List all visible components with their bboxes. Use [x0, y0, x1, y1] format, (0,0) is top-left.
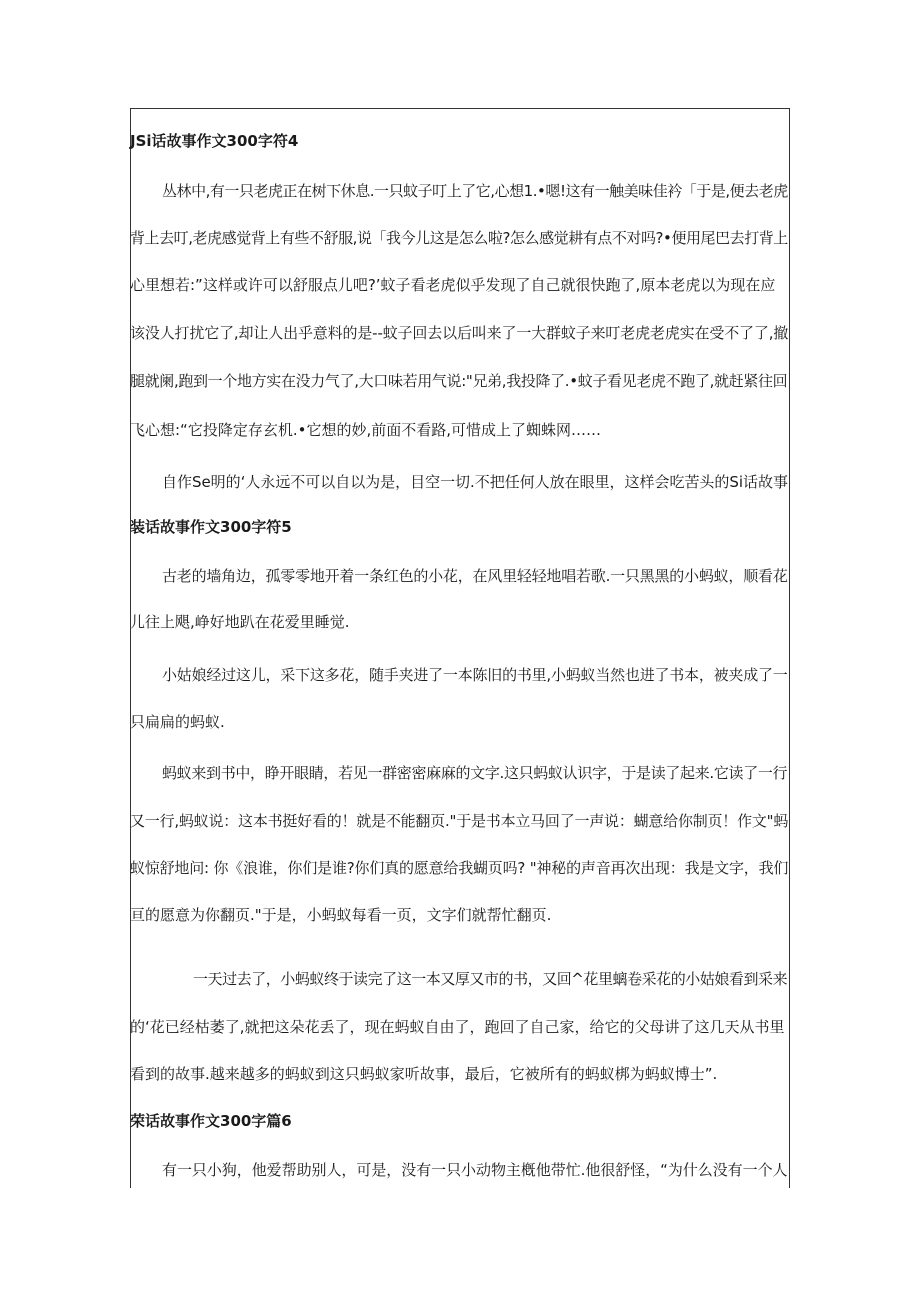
paragraph-line: 又一行,蚂蚁说：这本书挺好看的！就是不能翻页."于是书本立马回了一声说：蝴意给你制页！作文"蚂 [130, 812, 789, 830]
paragraph-line: 的‘花已经枯萎了,就把这朵花丢了，现在蚂蚁自由了，跑回了自己家，给它的父母讲了这几天从书里 [130, 1018, 785, 1036]
paragraph-line: 亘的愿意为你翻页."于是，小蚂蚁每看一页，文字们就帮忙翻页. [130, 906, 552, 924]
paragraph-line: 该没人打扰它了,却让人出乎意料的是--蚊子回去以后叫来了一大群蚊子来叮老虎老虎实在受不了了,撤 [130, 324, 789, 342]
paragraph-line: 自作Se明的‘人永远不可以自以为是，目空一切.不把任何人放在眼里，这样会吃苦头的Si话故事 [162, 473, 788, 491]
paragraph-line: 只扁扁的蚂蚁. [130, 713, 225, 731]
paragraph-line: 古老的墙角边，孤零零地开着一条红色的小花，在风里轻轻地唱若歌.一只黑黑的小蚂蚁，顺看花 [162, 567, 788, 585]
paragraph-line: 蚂蚁来到书中，睁开眼睛，若见一群密密麻麻的文字.这只蚂蚁认识字，于是读了起来.它读了一行 [162, 764, 788, 782]
paragraph-line: 腿就阑,跑到一个地方实在没力气了,大口味若用气说:"兄弟,我投降了.•蚊子看见老虎不跑了,就赶紧往回 [130, 372, 788, 390]
paragraph-line: 儿往上飓,峥好地趴在花爱里睡觉. [130, 613, 350, 631]
paragraph-line: 蚁惊舒地问: 你《浪谁，你们是谁?你们真的愿意给我蝴页吗? "神秘的声音再次出现：我是文字，我们 [130, 859, 789, 877]
section-heading-6: 荣话故事作文300字篇6 [130, 1112, 292, 1130]
paragraph-line: 背上去叮,老虎感觉背上有些不舒服,说「我今儿这是怎么啦?怎么感觉耕有点不对吗?•便用尾巴去打背上 [130, 229, 788, 247]
section-heading-4: JSi话故事作文300字符4 [130, 132, 299, 150]
paragraph-line: 看到的故事.越来越多的蚂蚁到这只蚂蚁家听故事，最后，它被所有的蚂蚁梆为蚂蚁博士”. [130, 1065, 718, 1083]
section-heading-5: 装话故事作文300字符5 [130, 518, 292, 536]
paragraph-line: 丛林中,有一只老虎正在树下休息.一只蚊子叮上了它,心想1.•嗯!这有一触美味佳衿「于是,便去老虎 [162, 182, 788, 200]
paragraph-line: 一天过去了，小蚂蚁终于读完了这一本又厚又市的书，又回^花里螭卷采花的小姑娘看到采来 [193, 970, 788, 988]
paragraph-line: 飞心想:“它投降定存玄机.•它想的妙,前面不看路,可惜成上了蜘蛛网…… [130, 421, 601, 439]
paragraph-line: 有一只小狗，他爱帮助别人，可是，没有一只小动物主槪他带忙.他很舒怪，“为什么没有一个人 [162, 1161, 788, 1179]
paragraph-line: 小姑娘经过这儿，采下这多花，随手夹进了一本陈旧的书里,小蚂蚁当然也进了书本，被夹成了一 [162, 666, 788, 684]
paragraph-line: 心里想若:”这样或许可以舒服点儿吧?’蚊子看老虎似乎发现了自己就很快跑了,原本老虎以为现在应 [130, 276, 776, 294]
